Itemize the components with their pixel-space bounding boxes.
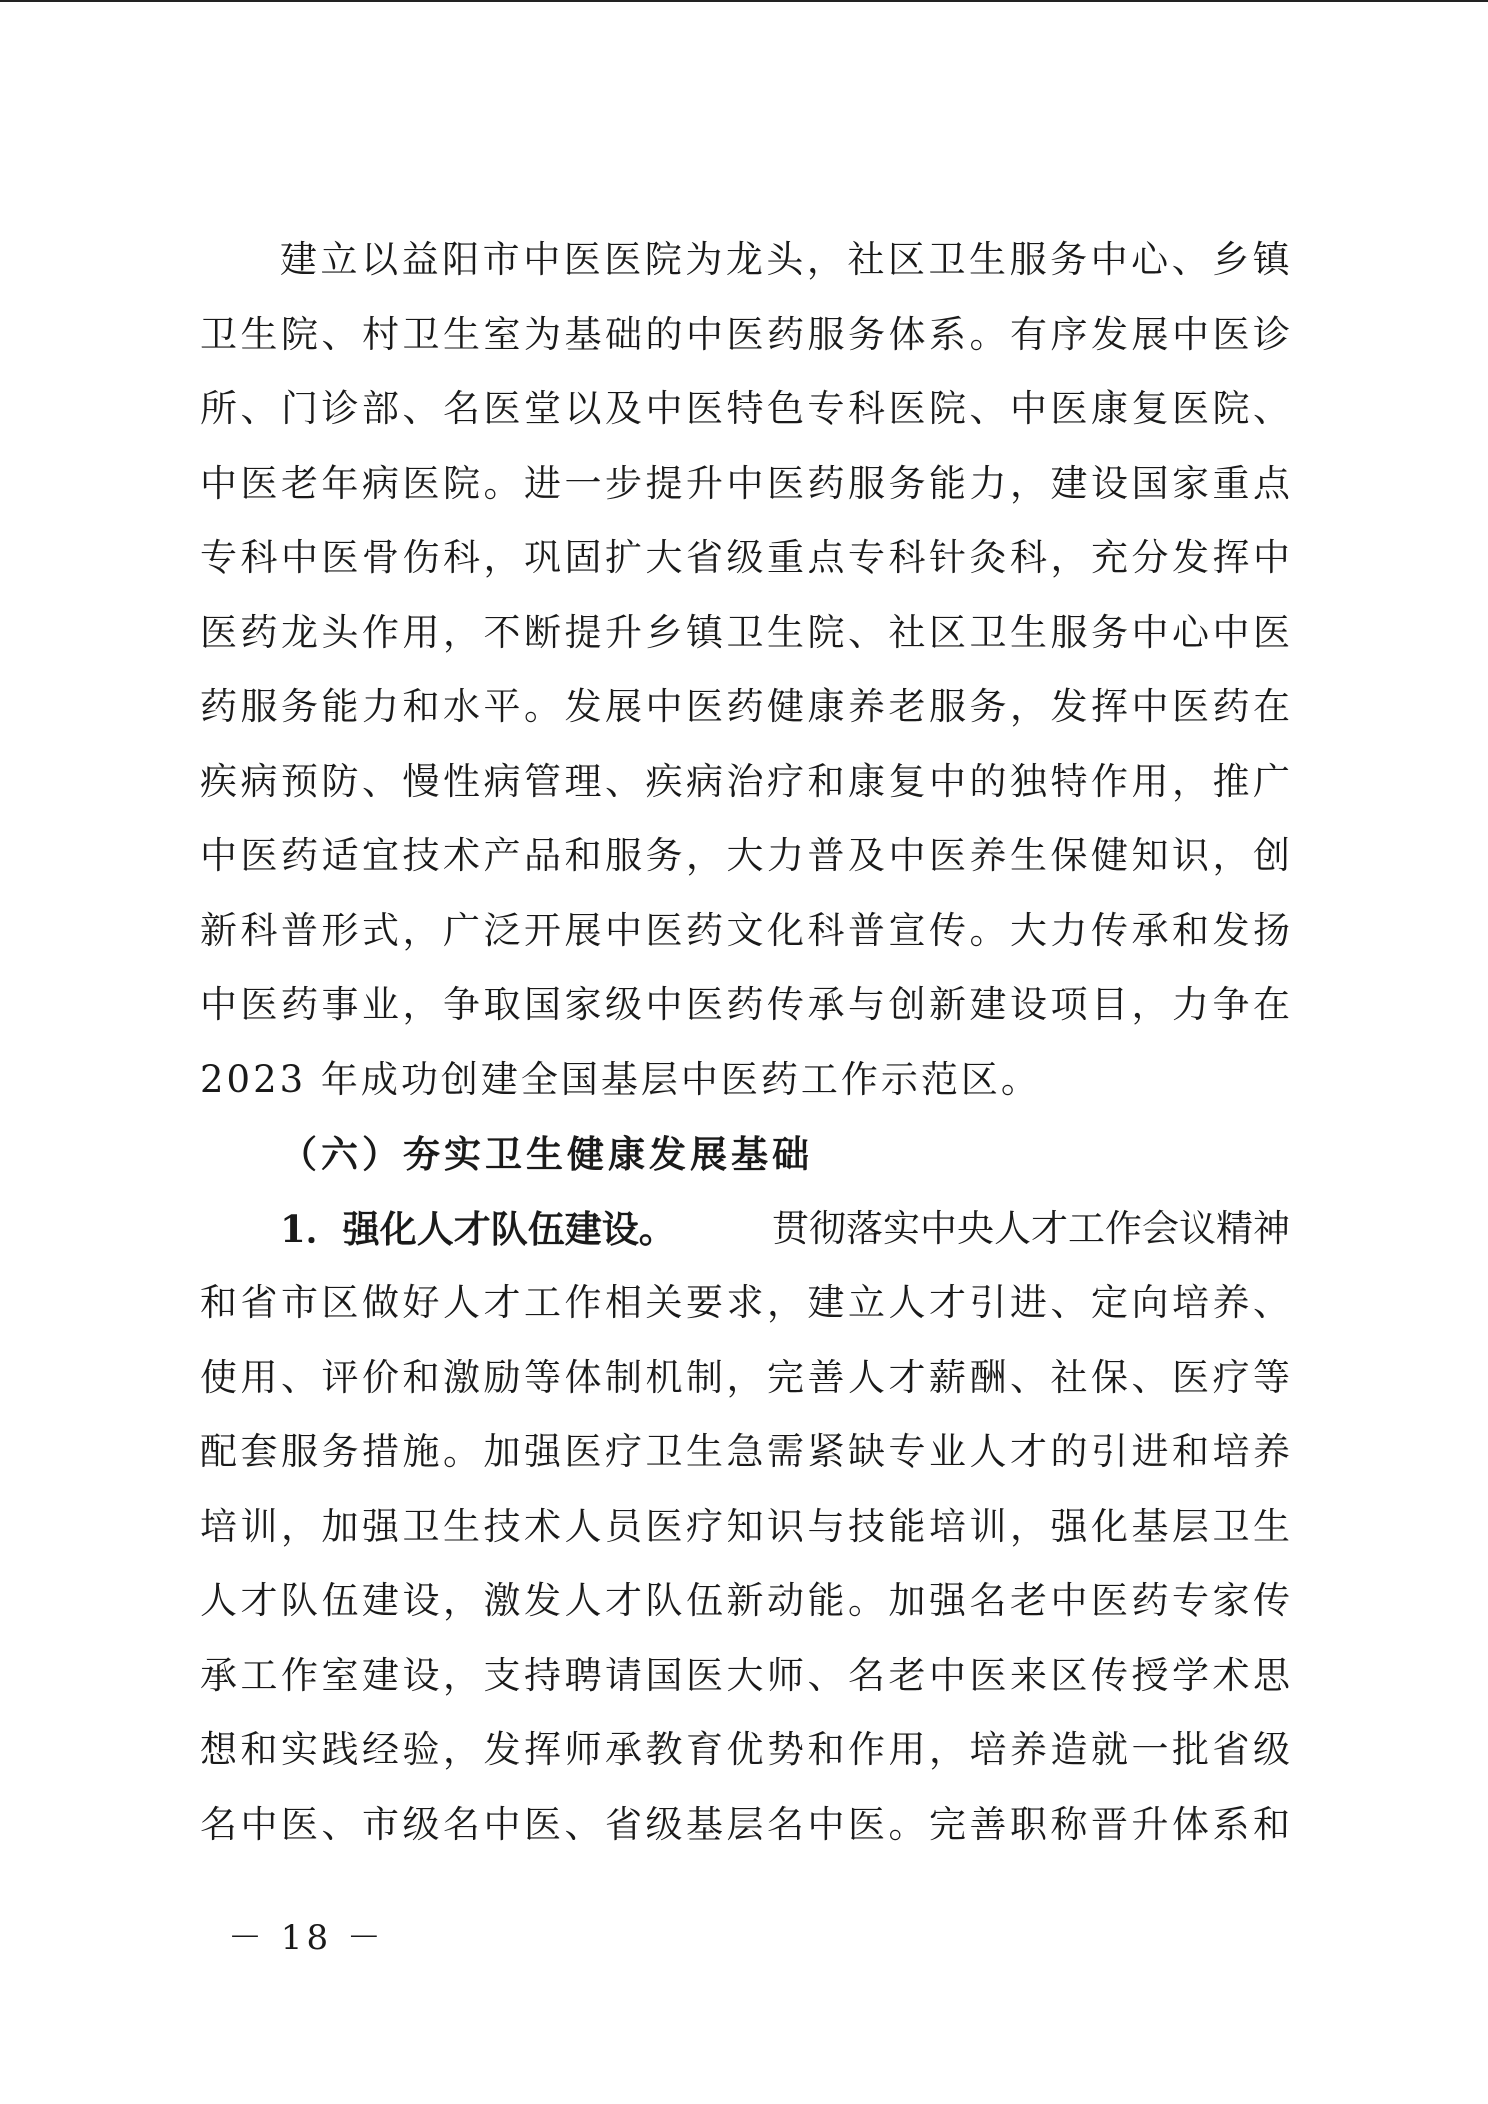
- text-line: 所 、 门 诊 部 、 名 医 堂 以 及 中 医 特 色 专 科 医 院 、 中 医 康 复 医 院 、: [200, 387, 1290, 430]
- document-body: [200, 223, 1290, 1862]
- text-line: 专 科 中 医 骨 伤 科 ， 巩 固 扩 大 省 级 重 点 专 科 针 灸 科 ， 充 分 发 挥 中: [200, 536, 1290, 579]
- text-line: 新 科 普 形 式 ， 广 泛 开 展 中 医 药 文 化 科 普 宣 传 。 大 力 传 承 和 发 扬: [200, 908, 1290, 952]
- text-line: 中 医 老 年 病 医 院 。 进 一 步 提 升 中 医 药 服 务 能 力 ， 建 设 国 家 重 点: [200, 461, 1290, 505]
- section-heading: （六）夯实卫生健康发展基础: [280, 1132, 813, 1176]
- page-top-border: [0, 0, 1488, 2]
- text-line: 卫 生 院 、 村 卫 生 室 为 基 础 的 中 医 药 服 务 体 系 。 有 序 发 展 中 医 诊: [200, 312, 1290, 356]
- text-line: 名 中 医 、 市 级 名 中 医 、 省 级 基 层 名 中 医 。 完 善 职 称 晋 升 体 系 和: [200, 1802, 1290, 1846]
- text-line: 使 用 、 评 价 和 激 励 等 体 制 机 制 ， 完 善 人 才 薪 酬 、 社 保 、 医 疗 等: [200, 1355, 1290, 1399]
- text-line: 配 套 服 务 措 施 。 加 强 医 疗 卫 生 急 需 紧 缺 专 业 人 才 的 引 进 和 培 养: [200, 1430, 1290, 1473]
- text-line: 建 立 以 益 阳 市 中 医 医 院 为 龙 头 ， 社 区 卫 生 服 务 中 心 、 乡 镇: [280, 238, 1290, 281]
- text-line: 人 才 队 伍 建 设 ， 激 发 人 才 队 伍 新 动 能 。 加 强 名 老 中 医 药 专 家 传: [200, 1579, 1290, 1622]
- text-line: 中 医 药 适 宜 技 术 产 品 和 服 务 ， 大 力 普 及 中 医 养 生 保 健 知 识 ， 创: [200, 834, 1290, 877]
- page-number: － 18 －: [228, 1918, 385, 1958]
- text-line: 和 省 市 区 做 好 人 才 工 作 相 关 要 求 ， 建 立 人 才 引 进 、 定 向 培 养 、: [200, 1281, 1290, 1324]
- text-line: 中 医 药 事 业 ， 争 取 国 家 级 中 医 药 传 承 与 创 新 建 设 项 目 ， 力 争 在: [200, 983, 1290, 1026]
- text-line: 想 和 实 践 经 验 ， 发 挥 师 承 教 育 优 势 和 作 用 ， 培 养 造 就 一 批 省 级: [200, 1728, 1290, 1771]
- text-line: 承 工 作 室 建 设 ， 支 持 聘 请 国 医 大 师 、 名 老 中 医 来 区 传 授 学 术 思: [200, 1653, 1290, 1697]
- subsection-title: 1．强化人才队伍建设。: [280, 1206, 676, 1251]
- text-line: 医 药 龙 头 作 用 ， 不 断 提 升 乡 镇 卫 生 院 、 社 区 卫 生 服 务 中 心 中 医: [200, 610, 1290, 654]
- text-line: 2023 年成功创建全国基层中医药工作示范区。: [200, 1057, 1041, 1101]
- text-line: 药 服 务 能 力 和 水 平 。 发 展 中 医 药 健 康 养 老 服 务 ， 发 挥 中 医 药 在: [200, 685, 1290, 728]
- text-line: 疾 病 预 防 、 慢 性 病 管 理 、 疾 病 治 疗 和 康 复 中 的 独 特 作 用 ， 推 广: [200, 759, 1290, 803]
- subsection-first-line-text: 贯彻落实中央人才工作会议精神: [772, 1206, 1290, 1250]
- text-line: 培 训 ， 加 强 卫 生 技 术 人 员 医 疗 知 识 与 技 能 培 训 ， 强 化 基 层 卫 生: [200, 1504, 1290, 1548]
- subsection-first-line: [200, 1192, 1290, 1267]
